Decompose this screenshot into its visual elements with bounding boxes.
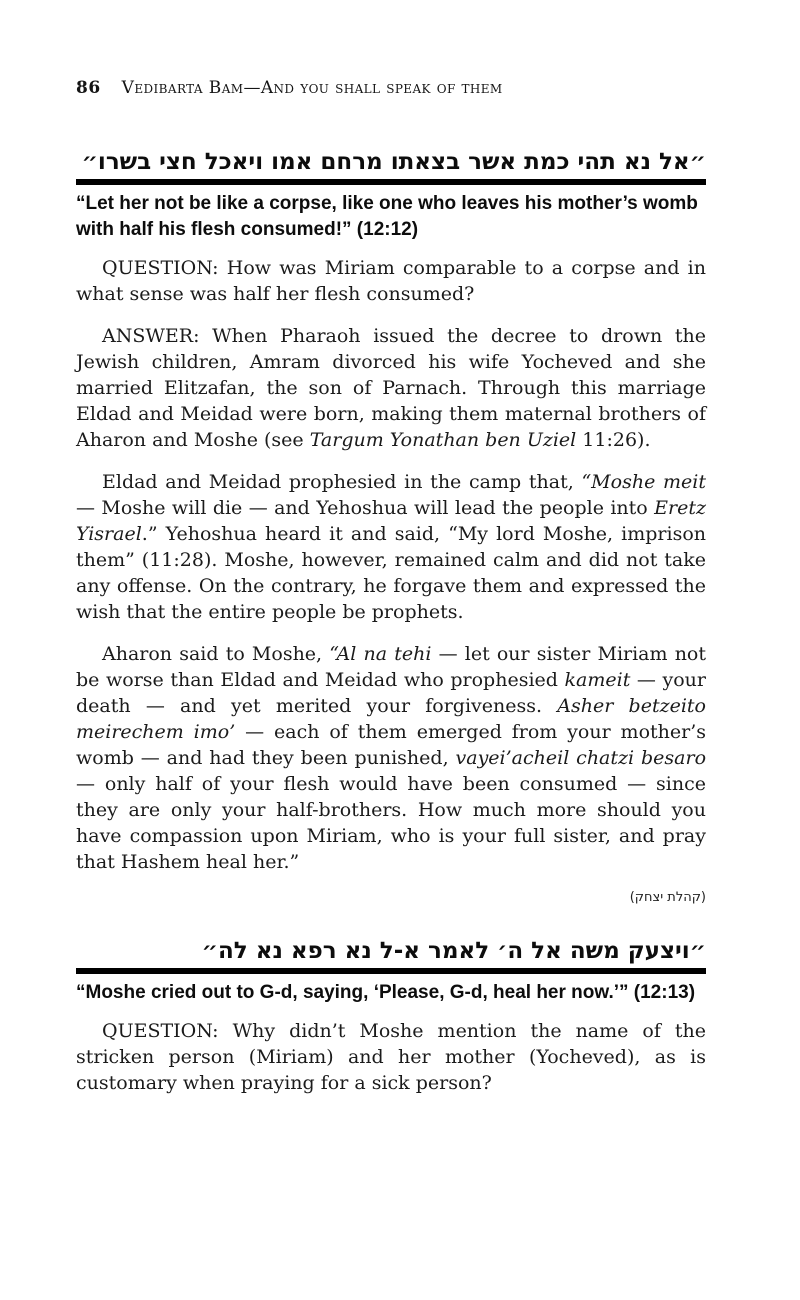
divider-bar (76, 179, 706, 185)
source-attribution: (קהלת יצחק) (629, 890, 706, 905)
hebrew-verse-heading: ״ויצעק משה אל ה׳ לאמר א-ל נא רפא נא לה״ (201, 938, 706, 964)
divider-bar (76, 968, 706, 974)
hebrew-verse-heading: ״אל נא תהי כמת אשר בצאתו מרחם אמו ויאכל חצי בשרו״ (81, 149, 706, 175)
paragraph: Eldad and Meidad prophesied in the camp that, “Moshe meit — Moshe will die — and Yehoshua will lead the people into Eretz Yisrael.” Yehoshua heard it and said, “My lord Moshe, imprison them” (11:28). Moshe, however, remained calm and did not take any offense. On the contrary, he forgave them and expressed the wish that the entire people be prophets. (76, 471, 706, 623)
paragraph: QUESTION: Why didn’t Moshe mention the name of the stricken person (Miriam) and her mother (Yocheved), as is customary when praying for a sick person? (76, 1020, 706, 1094)
paragraph: QUESTION: How was Miriam comparable to a corpse and in what sense was half her flesh consumed? (76, 257, 706, 305)
section-verse-12-13 (76, 937, 706, 1096)
english-verse-heading: “Let her not be like a corpse, like one who leaves his mother’s womb with half his flesh consumed!” (12:12) (76, 193, 698, 240)
page-number: 86 (76, 78, 101, 98)
page-content (76, 78, 706, 1096)
section-verse-12-12 (76, 148, 706, 907)
paragraph: ANSWER: When Pharaoh issued the decree to drown the Jewish children, Amram divorced his wife Yocheved and she married Elitzafan, the son of Parnach. Through this marriage Eldad and Meidad were born, making them maternal brothers of Aharon and Moshe (see Targum Yonathan ben Uziel 11:26). (76, 325, 706, 451)
paragraph: Aharon said to Moshe, “Al na tehi — let our sister Miriam not be worse than Eldad and Meidad who prophesied kameit — your death — and yet merited your forgiveness. Asher betzeito meirechem imo’ — each of them emerged from your mother’s womb — and had they been punished, vayei’acheil chatzi besaro — only half of your flesh would have been consumed — since they are only your half-brothers. How much more should you have compassion upon Miriam, who is your full sister, and pray that Hashem heal her.” (76, 643, 707, 873)
commentary-paragraphs (76, 1018, 706, 1096)
english-verse-heading: “Moshe cried out to G-d, saying, ‘Please, G-d, heal her now.’” (12:13) (76, 982, 696, 1003)
running-header (76, 78, 706, 98)
commentary-paragraphs (76, 255, 706, 875)
header-title: Vedibarta Bam—And you shall speak of them (121, 78, 503, 98)
